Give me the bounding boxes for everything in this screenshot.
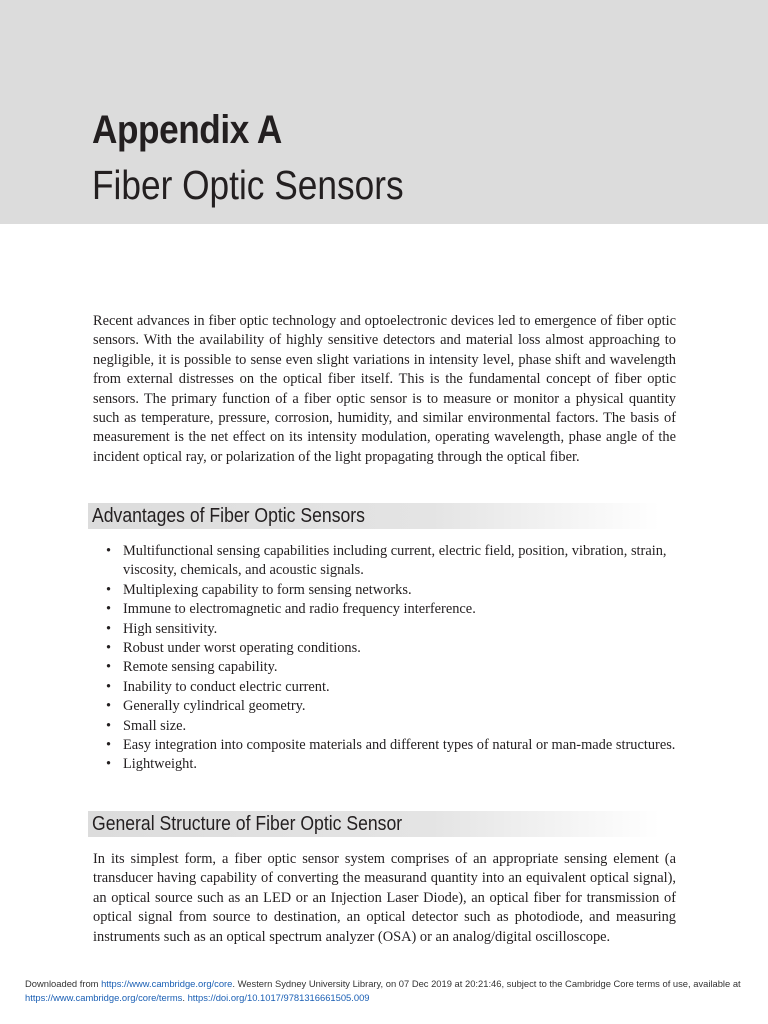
- advantages-list: [106, 542, 678, 775]
- footer-middle: . Western Sydney University Library, on 07 Dec 2019 at 20:21:46, subject to the Cambridge Core terms of use, available at: [232, 978, 741, 989]
- structure-paragraph: In its simplest form, a fiber optic sensor system comprises of an appropriate sensing element (a transducer having capability of converting the measurand quantity into an equivalent optical signal), an optical source such as an LED or an Injection Laser Diode), an optical fiber for transmission of optical signal from source to destination, an optical detector such as photodiode, and measuring instruments such as an optical spectrum analyzer (OSA) or an analog/digital oscilloscope.: [93, 851, 676, 945]
- list-item: • Remote sensing capability.: [106, 658, 678, 677]
- list-item: • Robust under worst operating conditions.: [106, 639, 678, 658]
- doi-link[interactable]: https://doi.org/10.1017/9781316661505.009: [187, 992, 370, 1003]
- section-heading-structure: General Structure of Fiber Optic Sensor: [92, 813, 403, 835]
- chapter-header-band: [0, 0, 768, 224]
- intro-paragraph: Recent advances in fiber optic technology and optoelectronic devices led to emergence of fiber optic sensors. With the availability of highly sensitive detectors and material loss almost approaching to negligible, it is possible to sense even slight variations in intensity level, phase shift and wavelength from external distresses on the optical fiber itself. This is the fundamental concept of fiber optic sensors. The primary function of a fiber optic sensor is to measure or monitor a physical quantity such as temperature, pressure, corrosion, humidity, and similar environmental factors. The basis of measurement is the net effect on its intensity modulation, operating wavelength, phase angle of the incident optical ray, or polarization of the light propagating through the optical fiber.: [93, 313, 676, 465]
- footer-prefix: Downloaded from: [25, 978, 102, 989]
- list-item: • Immune to electromagnetic and radio frequency interference.: [106, 600, 678, 619]
- footer-separator: .: [182, 992, 188, 1003]
- section-heading-advantages: Advantages of Fiber Optic Sensors: [92, 505, 365, 527]
- download-footer: [25, 977, 745, 1005]
- list-item: • Lightweight.: [106, 755, 678, 774]
- appendix-label: Appendix A: [92, 108, 282, 152]
- list-item: • Inability to conduct electric current.: [106, 678, 678, 697]
- list-item: • High sensitivity.: [106, 620, 678, 639]
- list-item: • Generally cylindrical geometry.: [106, 697, 678, 716]
- list-item: • Small size.: [106, 717, 678, 736]
- cambridge-core-link[interactable]: https://www.cambridge.org/core: [101, 978, 233, 989]
- chapter-title: Fiber Optic Sensors: [92, 162, 404, 208]
- list-item: • Multifunctional sensing capabilities including current, electric field, position, vibration, strain, viscosity, chemicals, and acoustic signals.: [106, 542, 678, 581]
- list-item: • Multiplexing capability to form sensing networks.: [106, 581, 678, 600]
- list-item: • Easy integration into composite materials and different types of natural or man-made structures.: [106, 736, 678, 755]
- terms-link[interactable]: https://www.cambridge.org/core/terms: [25, 992, 183, 1003]
